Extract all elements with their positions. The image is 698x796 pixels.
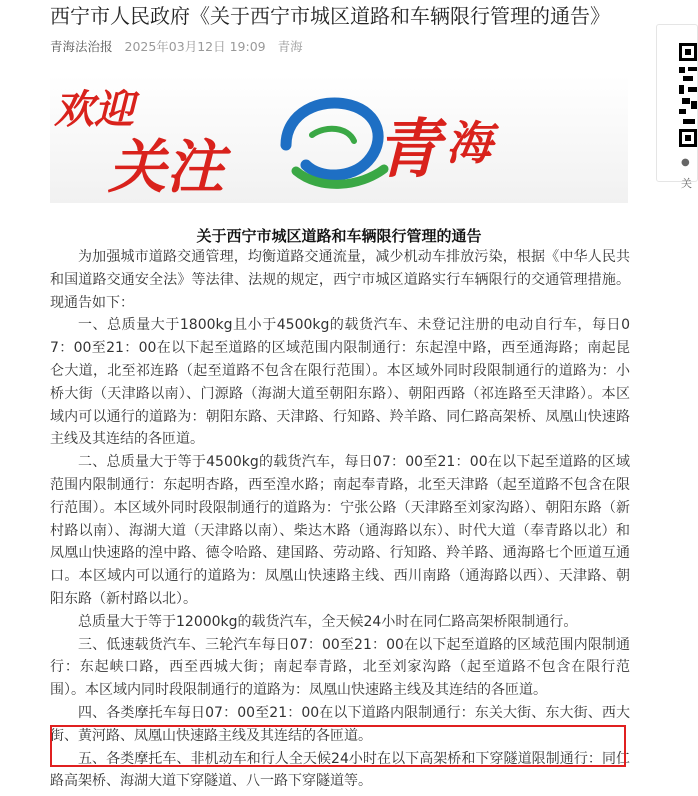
swirl-logo-icon	[286, 103, 384, 184]
article-meta	[50, 37, 303, 55]
doc-paragraph: 五、各类摩托车、非机动车和行人全天候24小时在以下高架桥和下穿隧道限制通行：同仁路高架桥、海湖大道下穿隧道、八一路下穿隧道等。	[50, 750, 630, 790]
doc-paragraph: 为加强城市道路交通管理，均衡道路交通流量，减少机动车排放污染，根据《中华人民共和国道路交通安全法》等法律、法规的规定，西宁市城区道路实行车辆限行的交通管理措施。现通告如下：	[50, 249, 630, 311]
side-card-label: 关	[681, 177, 692, 190]
share-side-card[interactable]	[656, 24, 698, 190]
doc-paragraph-highlighted: 四、各类摩托车每日07：00至21：00在以下道路内限制通行：东关大街、东大街、西大街、黄河路、凤凰山快速路主线及其连结的各匝道。	[50, 704, 630, 744]
banner-welcome-text: 欢迎	[54, 86, 134, 133]
article-source[interactable]: 青海法治报	[50, 39, 113, 54]
doc-paragraph: 总质量大于等于12000kg的载货汽车，全天候24小时在同仁路高架桥限制通行。	[78, 613, 578, 630]
banner-logo-art	[50, 75, 628, 203]
article-title: 西宁市人民政府《关于西宁市城区道路和车辆限行管理的通告》	[50, 4, 610, 28]
doc-paragraph: 一、总质量大于1800kg且小于4500kg的载货汽车、未登记注册的电动自行车，每日07：00至21：00在以下起至道路的区域范围内限制通行：东起湟中路，西至通海路；南起昆仑大道，北至祁连路（起至道路不包含在限行范围）。本区域外同时段限制通行的道路为：小桥大街（天津路以南）、门源路（海湖大道至朝阳东路）、朝阳西路（祁连路至天津路）。本区域内可以通行的道路为：朝阳东路、天津路、行知路、羚羊路、同仁路高架桥、凤凰山快速路主线及其连结的各匝道。	[50, 317, 630, 448]
doc-paragraph: 二、总质量大于等于4500kg的载货汽车，每日07：00至21：00在以下起至道路的区域范围内限制通行：东起明杏路，西至湟水路；南起奉青路，北至天津路（起至道路不包含在限行范围）。本区域外同时段限制通行的道路为：宁张公路（天津路至刘家沟路）、朝阳东路（新村路以南）、海湖大道（天津路以南）、柴达木路（通海路以东）、时代大道（奉青路以北）和凤凰山快速路的湟中路、德令哈路、建国路、劳动路、行知路、羚羊路、通海路七个匝道互通口。本区域内可以通行的道路为：凤凰山快速路主线、西川南路（通海路以西）、天津路、朝阳东路（新村路以北）。	[50, 454, 630, 607]
doc-paragraph: 三、低速载货汽车、三轮汽车每日07：00至21：00在以下起至道路的区域范围内限制通行：东起峡口路，西至西城大街；南起奉青路，北至刘家沟路（起至道路不包含在限行范围）。本区域内同时段限制通行的道路为：凤凰山快速路主线及其连结的各匝道。	[50, 636, 630, 699]
banner-brand-text: 青	[376, 112, 440, 187]
welcome-banner	[50, 75, 628, 203]
article-location: 青海	[277, 39, 303, 54]
article-time: 2025年03月12日 19:09	[124, 39, 266, 54]
document-body	[50, 246, 630, 793]
qr-code-icon[interactable]	[679, 43, 697, 153]
document-heading: 关于西宁市城区道路和车辆限行管理的通告	[196, 227, 482, 245]
banner-brand-rest-text: 海	[446, 116, 492, 170]
banner-follow-text: 关注	[108, 133, 225, 201]
side-card-icon: ●	[681, 157, 690, 168]
